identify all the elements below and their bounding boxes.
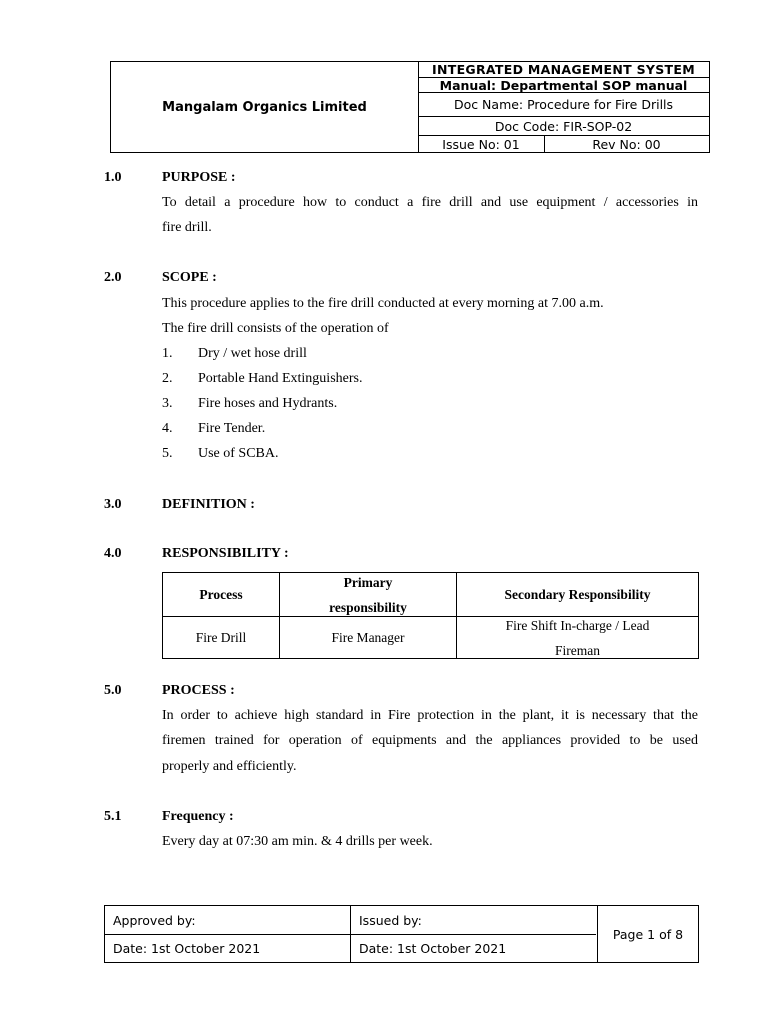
doc-code: Doc Code: FIR-SOP-02: [418, 117, 709, 136]
responsibility-table: [162, 572, 699, 659]
section-number: 2.0: [104, 270, 122, 285]
list-item: Fire Tender.: [198, 421, 266, 436]
issue-rev-row: [418, 136, 709, 152]
section-number: 3.0: [104, 497, 122, 512]
list-item-number: 1.: [162, 346, 173, 361]
table-cell-process: Fire Drill: [195, 630, 247, 645]
section-number: 5.1: [104, 809, 122, 824]
rev-no: Rev No: 00: [592, 136, 661, 152]
table-header-process: Process: [199, 587, 243, 602]
section-title-definition: DEFINITION :: [162, 497, 255, 512]
approved-by-label: Approved by:: [113, 912, 196, 928]
list-item-number: 5.: [162, 446, 173, 461]
page-number: Page 1 of 8: [612, 926, 684, 942]
list-item: Fire hoses and Hydrants.: [198, 396, 338, 411]
section-title-frequency: Frequency :: [162, 809, 234, 824]
list-item-number: 2.: [162, 371, 173, 386]
system-title: INTEGRATED MANAGEMENT SYSTEM: [418, 62, 709, 78]
manual-name: Manual: Departmental SOP manual: [418, 78, 709, 93]
issued-date: Date: 1st October 2021: [359, 941, 507, 956]
section-title-process: PROCESS :: [162, 683, 235, 698]
purpose-text-line: To detail a procedure how to conduct a fire drill and use equipment / accessories in: [162, 195, 698, 210]
list-item: Dry / wet hose drill: [198, 346, 307, 361]
issued-by-label: Issued by:: [359, 912, 422, 928]
issue-no: Issue No: 01: [418, 136, 545, 152]
table-header-secondary: Secondary Responsibility: [504, 587, 651, 602]
scope-text-line: The fire drill consists of the operation of: [162, 321, 389, 336]
section-number: 1.0: [104, 170, 122, 185]
document-header: [110, 61, 710, 153]
process-text-line: firemen trained for operation of equipments and the appliances provided to be used: [162, 733, 698, 748]
company-name: Mangalam Organics Limited: [111, 62, 419, 152]
scope-text-line: This procedure applies to the fire drill conducted at every morning at 7.00 a.m.: [162, 296, 604, 311]
purpose-text-line: fire drill.: [162, 220, 212, 235]
list-item-number: 4.: [162, 421, 173, 436]
table-cell-primary: Fire Manager: [331, 630, 405, 645]
doc-name: Doc Name: Procedure for Fire Drills: [418, 93, 709, 117]
section-title-responsibility: RESPONSIBILITY :: [162, 546, 289, 561]
list-item: Portable Hand Extinguishers.: [198, 371, 363, 386]
process-text-line: properly and efficiently.: [162, 759, 297, 774]
table-cell-secondary: Fire Shift In-charge / Lead Fireman: [505, 617, 650, 658]
section-title-scope: SCOPE :: [162, 270, 217, 285]
section-number: 4.0: [104, 546, 122, 561]
list-item: Use of SCBA.: [198, 446, 279, 461]
table-header-primary: Primary responsibility: [329, 574, 407, 615]
process-text-line: In order to achieve high standard in Fire protection in the plant, it is necessary that the: [162, 708, 698, 723]
section-number: 5.0: [104, 683, 122, 698]
document-footer: [104, 905, 699, 963]
approved-date: Date: 1st October 2021: [113, 941, 261, 956]
list-item-number: 3.: [162, 396, 173, 411]
frequency-text-line: Every day at 07:30 am min. & 4 drills per week.: [162, 834, 433, 849]
section-title-purpose: PURPOSE :: [162, 170, 236, 185]
